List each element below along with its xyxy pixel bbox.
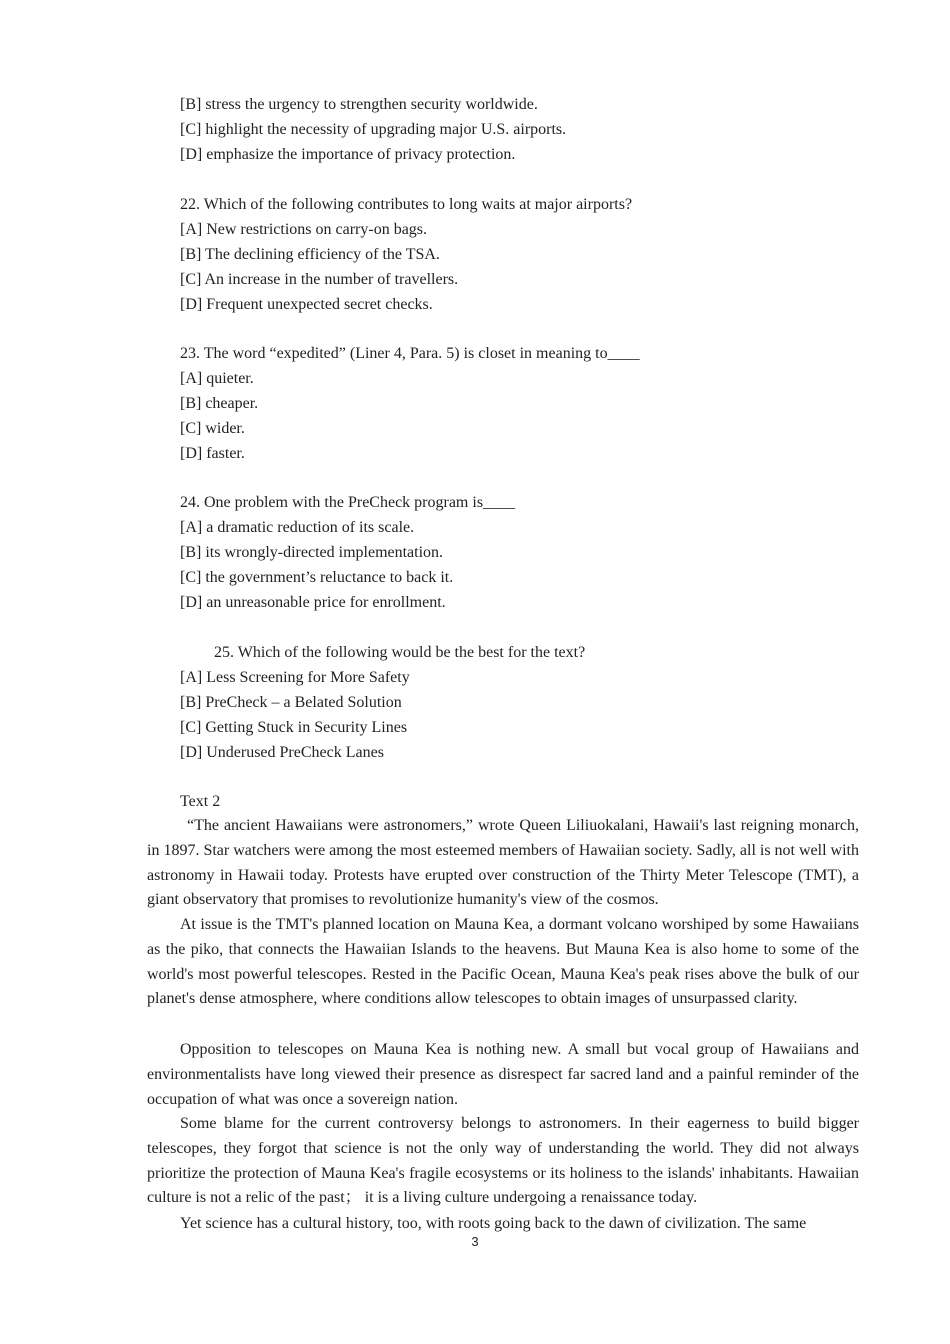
q22-option-d: [D] Frequent unexpected secret checks.: [180, 296, 433, 313]
q23-option-d: [D] faster.: [180, 445, 245, 462]
q21-option-c: [C] highlight the necessity of upgrading major U.S. airports.: [180, 121, 567, 138]
q23-option-c: [C] wider.: [180, 420, 245, 437]
q24-option-b: [B] its wrongly-directed implementation.: [180, 544, 444, 561]
text2-paragraph-2: At issue is the TMT's planned location on Mauna Kea, a dormant volcano worshiped by some Hawaiians as the piko, that connects the Hawaiian Islands to the heavens. But Mauna Kea is also home to some of the world's most powerful telescopes. Rested in the Pacific Ocean, Mauna Kea's peak rises above the bulk of our planet's dense atmosphere, where conditions allow telescopes to obtain images of unsurpassed clarity.: [147, 916, 859, 1008]
text2-paragraph-5: Yet science has a cultural history, too, with roots going back to the dawn of civilization. The same: [180, 1215, 807, 1232]
q24-stem: 24. One problem with the PreCheck program is____: [180, 494, 516, 511]
text2-paragraph-4: Some blame for the current controversy belongs to astronomers. In their eagerness to build bigger telescopes, they forgot that science is not the only way of understanding the world. They did not always prioritize the protection of Mauna Kea's fragile ecosystems or its holiness to the islands' inhabitants. Hawaiian culture is not a relic of the past； it is a living culture undergoing a renaissance today.: [147, 1115, 859, 1207]
q25-option-b: [B] PreCheck – a Belated Solution: [180, 694, 402, 711]
q24-option-d: [D] an unreasonable price for enrollment.: [180, 594, 446, 611]
q22-stem: 22. Which of the following contributes to long waits at major airports?: [180, 196, 633, 213]
q23-stem: 23. The word “expedited” (Liner 4, Para. 5) is closet in meaning to____: [180, 345, 640, 362]
text2-heading: Text 2: [180, 793, 221, 810]
q24-option-c: [C] the government’s reluctance to back it.: [180, 569, 454, 586]
text2-paragraph-3: Opposition to telescopes on Mauna Kea is nothing new. A small but vocal group of Hawaiians and environmentalists have long viewed their presence as disrespect far sacred land and a painful reminder of the occupation of what was once a sovereign nation.: [147, 1041, 859, 1108]
page-number: 3: [471, 1234, 479, 1249]
q22-option-a: [A] New restrictions on carry-on bags.: [180, 221, 428, 238]
q25-option-d: [D] Underused PreCheck Lanes: [180, 744, 384, 761]
q21-option-b: [B] stress the urgency to strengthen security worldwide.: [180, 96, 538, 113]
q25-stem: 25. Which of the following would be the best for the text?: [214, 644, 586, 661]
q23-option-a: [A] quieter.: [180, 370, 254, 387]
q21-option-d: [D] emphasize the importance of privacy protection.: [180, 146, 516, 163]
q24-option-a: [A] a dramatic reduction of its scale.: [180, 519, 415, 536]
q25-option-c: [C] Getting Stuck in Security Lines: [180, 719, 408, 736]
q25-option-a: [A] Less Screening for More Safety: [180, 669, 410, 686]
q23-option-b: [B] cheaper.: [180, 395, 259, 412]
q22-option-c: [C] An increase in the number of travellers.: [180, 271, 459, 288]
text2-paragraph-1: “The ancient Hawaiians were astronomers,” wrote Queen Liliuokalani, Hawaii's last reigning monarch, in 1897. Star watchers were among the most esteemed members of Hawaiian society. Sadly, all is not well with astronomy in Hawaii today. Protests have erupted over construction of the Thirty Meter Telescope (TMT), a giant observatory that promises to revolutionize humanity's view of the cosmos.: [147, 817, 859, 909]
q22-option-b: [B] The declining efficiency of the TSA.: [180, 246, 440, 263]
